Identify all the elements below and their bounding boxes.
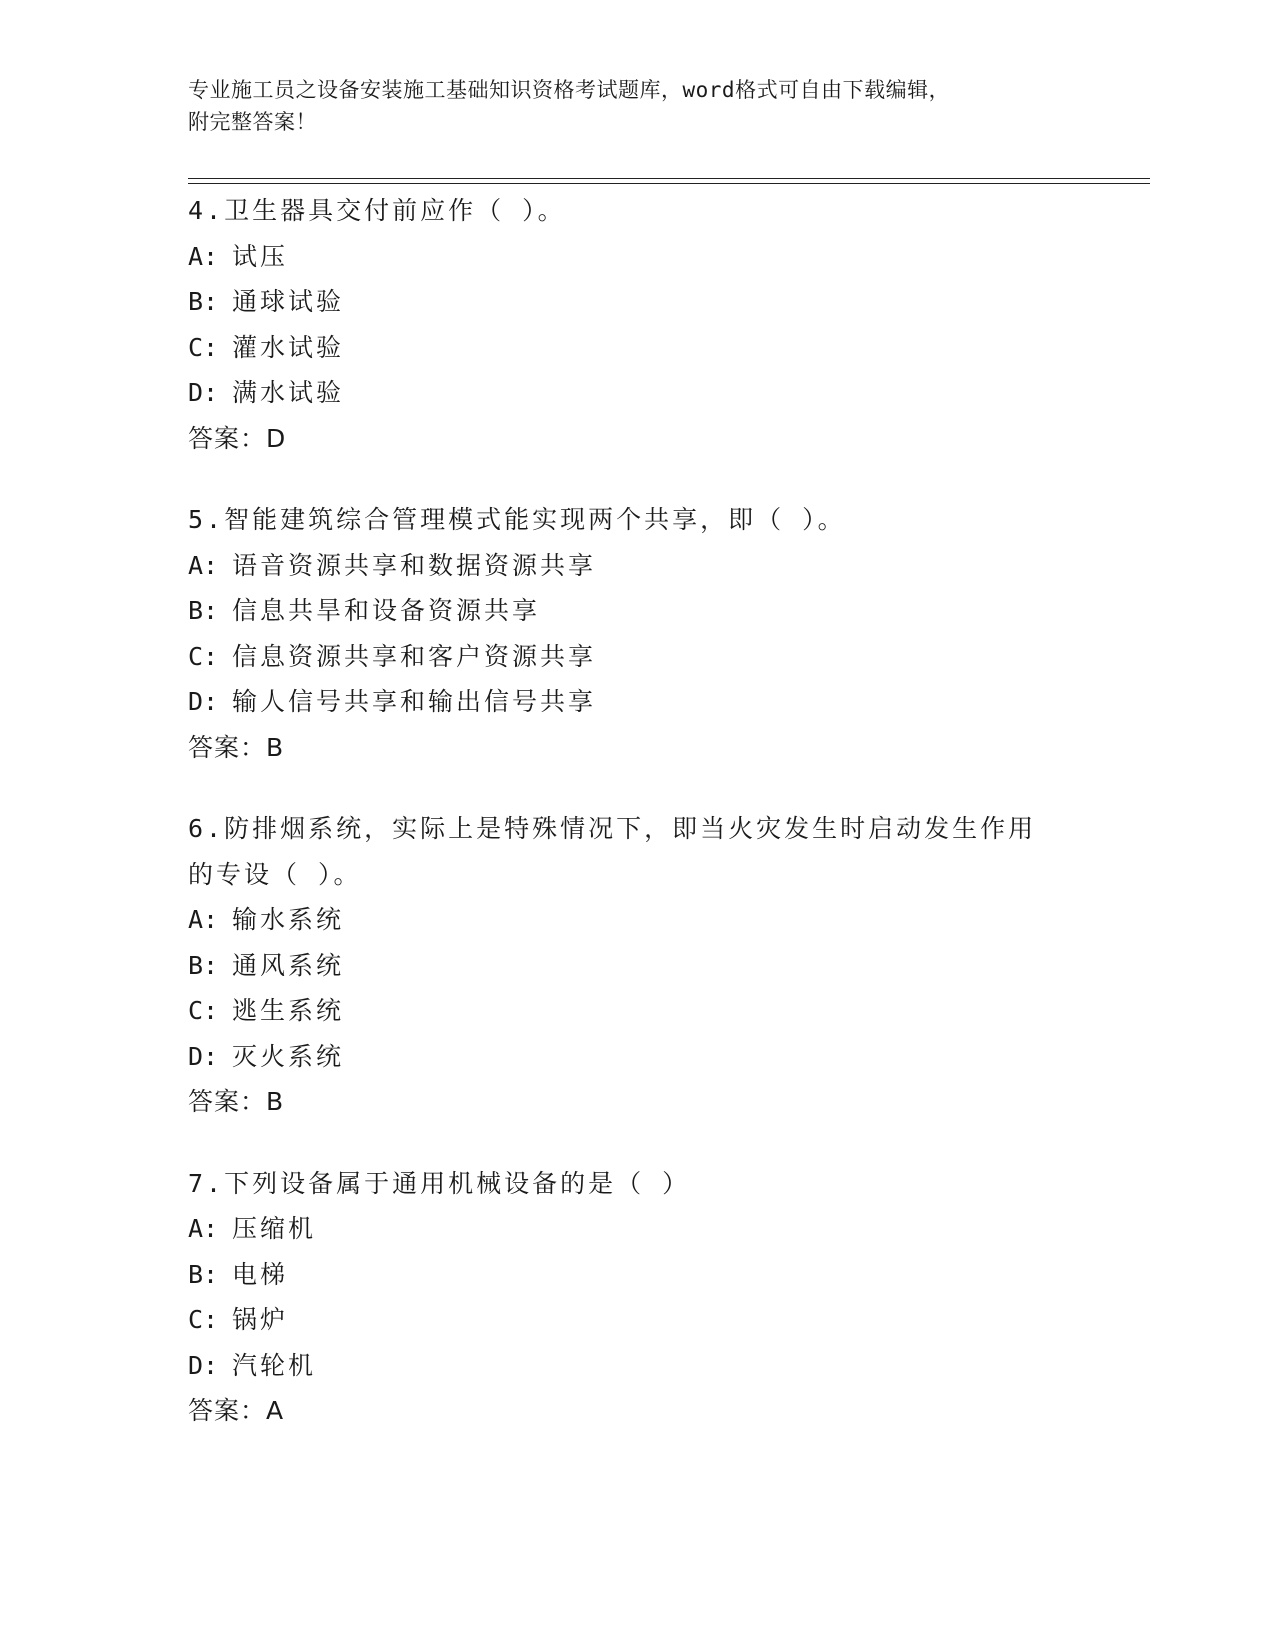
- option-letter: D:: [188, 687, 219, 716]
- option-letter: C:: [188, 996, 219, 1025]
- question-stem-continued: 的专设（ ）。: [188, 859, 362, 889]
- option-letter: B:: [188, 950, 219, 980]
- option-a: [188, 1206, 1088, 1252]
- document-header: [188, 74, 1068, 138]
- option-letter: C:: [188, 332, 219, 362]
- question-7: [188, 1161, 1088, 1434]
- option-text: 试压: [232, 241, 289, 271]
- option-text: 通球试验: [232, 287, 345, 316]
- question-stem: 5.智能建筑综合管理模式能实现两个共享，即（ ）。: [188, 505, 846, 534]
- question-6: [188, 806, 1088, 1125]
- option-c: [188, 1297, 1088, 1343]
- answer-line: 答案：D: [188, 423, 287, 453]
- option-a: [188, 897, 1088, 943]
- answer-line: 答案：B: [188, 732, 285, 762]
- option-letter: C:: [188, 641, 219, 671]
- option-text: 信息共旱和设备资源共享: [232, 596, 541, 625]
- option-text: 锅炉: [232, 1305, 289, 1334]
- answer-line: 答案：A: [188, 1396, 285, 1425]
- header-divider-bottom: [188, 183, 1150, 184]
- option-text: 汽轮机: [232, 1350, 317, 1380]
- question-4: [188, 188, 1088, 461]
- option-a: [188, 543, 1088, 589]
- option-d: [188, 1343, 1088, 1389]
- option-text: 输水系统: [232, 905, 345, 934]
- answer-line: 答案：B: [188, 1087, 285, 1116]
- question-5: [188, 497, 1088, 770]
- option-text: 逃生系统: [232, 996, 345, 1025]
- header-line-2: 附完整答案！: [188, 110, 317, 134]
- option-text: 电梯: [232, 1259, 289, 1289]
- option-text: 通风系统: [232, 950, 345, 980]
- option-text: 信息资源共享和客户资源共享: [232, 641, 597, 671]
- option-text: 输人信号共享和输出信号共享: [232, 687, 597, 716]
- option-letter: A:: [188, 1214, 219, 1243]
- option-letter: B:: [188, 1259, 219, 1289]
- option-b: [188, 279, 1088, 325]
- option-text: 灌水试验: [232, 332, 345, 362]
- option-letter: A:: [188, 550, 219, 580]
- option-c: [188, 634, 1088, 680]
- option-c: [188, 325, 1088, 371]
- option-letter: A:: [188, 905, 219, 934]
- question-stem: 6.防排烟系统，实际上是特殊情况下，即当火灾发生时启动发生作用: [188, 814, 1037, 843]
- option-a: [188, 234, 1088, 280]
- option-letter: D:: [188, 378, 219, 407]
- question-stem: 7.下列设备属于通用机械设备的是（ ）: [188, 1168, 691, 1198]
- option-letter: B:: [188, 287, 219, 316]
- option-d: [188, 1034, 1088, 1080]
- option-text: 满水试验: [232, 378, 345, 407]
- option-letter: D:: [188, 1350, 219, 1380]
- option-letter: D:: [188, 1041, 219, 1071]
- option-letter: A:: [188, 241, 219, 271]
- option-d: [188, 370, 1088, 416]
- option-text: 语音资源共享和数据资源共享: [232, 550, 597, 580]
- option-letter: C:: [188, 1305, 219, 1334]
- option-b: [188, 588, 1088, 634]
- option-c: [188, 988, 1088, 1034]
- option-text: 压缩机: [232, 1214, 317, 1243]
- option-d: [188, 679, 1088, 725]
- option-b: [188, 943, 1088, 989]
- header-line-1: 专业施工员之设备安装施工基础知识资格考试题库，word格式可自由下载编辑，: [188, 78, 951, 102]
- question-list: [188, 188, 1088, 1470]
- question-stem: 4.卫生器具交付前应作（ ）。: [188, 196, 566, 225]
- option-letter: B:: [188, 596, 219, 625]
- header-divider-top: [188, 178, 1150, 179]
- option-text: 灭火系统: [232, 1041, 345, 1071]
- option-b: [188, 1252, 1088, 1298]
